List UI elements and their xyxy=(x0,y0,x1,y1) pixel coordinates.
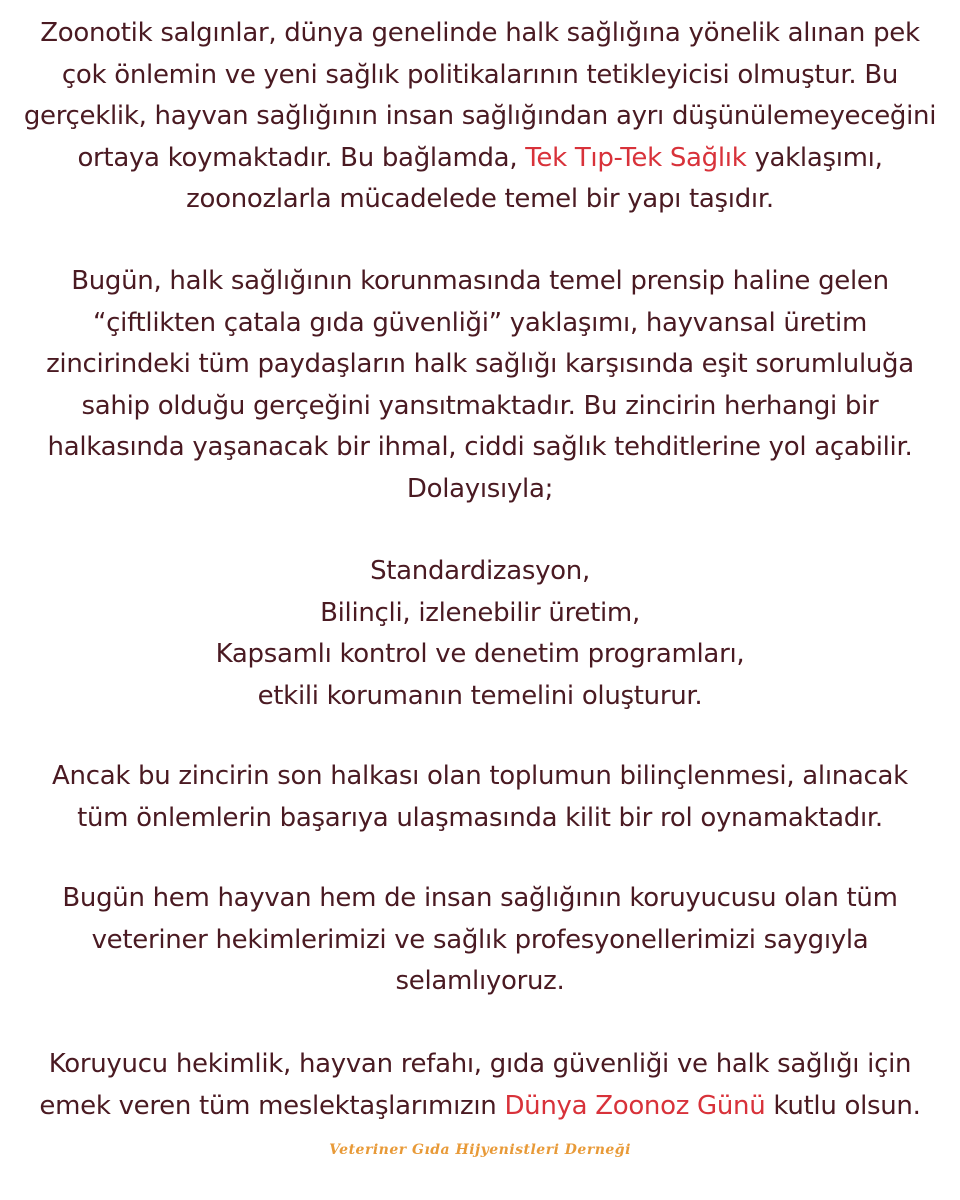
paragraph-food-safety xyxy=(0,261,960,510)
paragraph-greeting xyxy=(0,878,960,1003)
text-segment: ortaya koymaktadır. Bu bağlamda, xyxy=(77,142,518,173)
text-line: gerçeklik, hayvan sağlığının insan sağlığından ayrı düşünülemeyeceğini xyxy=(23,101,937,131)
list-key-measures xyxy=(0,551,960,717)
text-line: sahip olduğu gerçeğini yansıtmaktadır. Bu zincirin herhangi bir xyxy=(81,390,879,421)
text-line: Bugün, halk sağlığının korunmasında temel prensip haline gelen xyxy=(71,266,889,296)
highlight-one-health: Tek Tıp-Tek Sağlık xyxy=(525,142,747,173)
paragraph-public-awareness xyxy=(0,756,960,839)
text-line: zoonozlarla mücadelede temel bir yapı taşıdır. xyxy=(186,184,774,214)
text-line xyxy=(0,1086,960,1128)
paragraph-celebration xyxy=(0,1044,960,1127)
text-line: Dolayısıyla; xyxy=(406,473,554,504)
list-item: etkili korumanın temelini oluşturur. xyxy=(257,680,703,711)
text-line: halkasında yaşanacak bir ihmal, ciddi sağlık tehditlerine yol açabilir. xyxy=(47,432,913,462)
text-line: veteriner hekimlerimizi ve sağlık profesyonellerimizi saygıyla xyxy=(91,924,869,955)
highlight-world-zoonoses-day: Dünya Zoonoz Günü xyxy=(504,1090,766,1121)
list-item: Bilinçli, izlenebilir üretim, xyxy=(320,597,640,628)
list-item: Kapsamlı kontrol ve denetim programları, xyxy=(215,639,745,669)
text-line: Bugün hem hayvan hem de insan sağlığının koruyucusu olan tüm xyxy=(62,883,898,913)
text-line xyxy=(0,138,960,180)
association-signature: Veteriner Gıda Hijyenistleri Derneği xyxy=(329,1142,631,1158)
list-item: Standardizasyon, xyxy=(370,556,590,586)
text-line: selamlıyoruz. xyxy=(395,966,565,996)
text-line: “çiftlikten çatala gıda güvenliği” yaklaşımı, hayvansal üretim xyxy=(93,307,867,338)
text-line: çok önlemin ve yeni sağlık politikalarının tetikleyicisi olmuştur. Bu xyxy=(61,59,899,90)
text-line: tüm önlemlerin başarıya ulaşmasında kilit bir rol oynamaktadır. xyxy=(77,802,883,833)
text-segment: emek veren tüm meslektaşlarımızın xyxy=(39,1090,497,1121)
text-segment: yaklaşımı, xyxy=(754,142,883,173)
text-segment: kutlu olsun. xyxy=(773,1090,921,1121)
text-line: Koruyucu hekimlik, hayvan refahı, gıda güvenliği ve halk sağlığı için xyxy=(48,1049,912,1079)
text-line: zincirindeki tüm paydaşların halk sağlığı karşısında eşit sorumluluğa xyxy=(46,349,914,379)
text-line: Ancak bu zincirin son halkası olan toplumun bilinçlenmesi, alınacak xyxy=(52,761,908,791)
text-line: Zoonotik salgınlar, dünya genelinde halk sağlığına yönelik alınan pek xyxy=(40,18,920,48)
paragraph-zoonotic-outbreaks xyxy=(0,13,960,221)
